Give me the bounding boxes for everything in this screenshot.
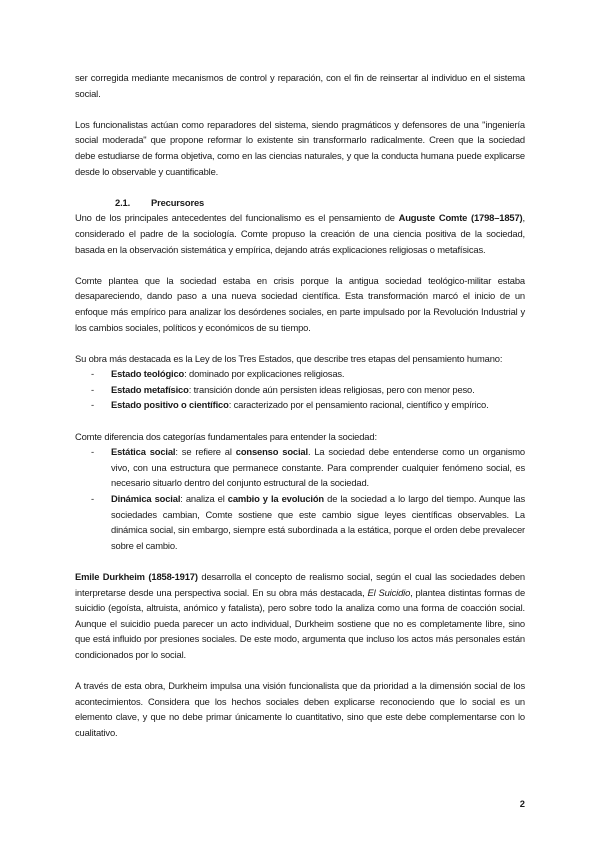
paragraph-1: ser corregida mediante mecanismos de control y reparación, con el fin de reinsertar al individuo en el sistema social.	[75, 72, 525, 99]
estados-list	[75, 366, 525, 413]
author-comte: Auguste Comte (1798–1857)	[398, 212, 523, 224]
page-body	[75, 70, 525, 741]
section-heading	[75, 195, 525, 211]
paragraph-2: Los funcionalistas actúan como reparadores del sistema, siendo pragmáticos y defensores de una "ingeniería social moderada" que propone reformar lo existente sin transformarlo radicalmente. Creen que la sociedad debe estudiarse de forma objetiva, como en las ciencias naturales, y que la conducta humana puede explicarse desde lo observable y cuantificable.	[75, 118, 525, 177]
paragraph-7: Emile Durkheim (1858-1917) desarrolla el concepto de realismo social, según el cual las sociedades deben interpretarse desde una perspectiva social. En su obra más destacada, El Suicidio, plantea distintas formas de suicidio (egoísta, altruista, anómico y fatalista), pero sobre todo la analiza como una forma de coacción social. Aunque el suicidio pueda parecer un acto individual, Durkheim sostiene que no es completamente libre, sino que está influido por presiones sociales. De este modo, argumenta que incluso los actos más personales están condicionados por lo social.	[75, 571, 526, 660]
section-number: 2.1.	[115, 196, 131, 208]
list-item: - Estado metafísico: transición donde aún persisten ideas religiosas, pero con menor peso.	[91, 383, 475, 395]
paragraph-3: Uno de los principales antecedentes del funcionalismo es el pensamiento de Auguste Comte (1798–1857), considerado el padre de la sociología. Comte propuso la creación de una ciencia positiva de la sociedad, basada en la observación sistemática y empírica, dejando atrás explicaciones religiosas o metafísicas.	[75, 212, 525, 255]
list-item: - Estado positivo o científico: caracterizado por el pensamiento racional, científico y empírico.	[91, 399, 489, 411]
list-item: - Dinámica social: analiza el cambio y la evolución de la sociedad a lo largo del tiempo. Aunque las sociedades cambian, Comte sostiene que este cambio sigue leyes científicas observables. La dinámica social, sin embargo, siempre está subordinada a la estática, porque el orden debe prevalecer sobre el cambio.	[91, 493, 525, 551]
paragraph-6: Comte diferencia dos categorías fundamentales para entender la sociedad:	[75, 430, 377, 442]
author-durkheim: Emile Durkheim (1858-1917)	[75, 571, 198, 582]
book-title: El Suicidio	[367, 586, 411, 598]
categorias-list	[75, 444, 525, 553]
paragraph-5: Su obra más destacada es la Ley de los Tres Estados, que describe tres etapas del pensamiento humano:	[75, 352, 503, 364]
list-item: - Estado teológico: dominado por explicaciones religiosas.	[91, 368, 345, 380]
list-item: - Estática social: se refiere al consenso social. La sociedad debe entenderse como un organismo vivo, con una estructura que permanece constante. Para comprender cualquier fenómeno social, es necesario situarlo dentro del conjunto estructural de la sociedad.	[91, 446, 525, 489]
page-number: 2	[519, 798, 525, 809]
section-title: Precursores	[151, 196, 205, 208]
paragraph-8: A través de esta obra, Durkheim impulsa una visión funcionalista que da prioridad a la dimensión social de los acontecimientos. Considera que los hechos sociales deben explicarse reconociendo que lo social es un elemento clave, y que no debe primar únicamente lo cuantitativo, sino que este debe complementarse con lo cualitativo.	[75, 680, 525, 738]
paragraph-4: Comte plantea que la sociedad estaba en crisis porque la antigua sociedad teológico-militar estaba desapareciendo, dando paso a una nueva sociedad científica. Esta transformación marcó el inicio de un enfoque más empírico para analizar los desórdenes sociales, en parte impulsado por la Revolución Industrial y los cambios sociales, políticos y económicos de su tiempo.	[75, 274, 525, 333]
